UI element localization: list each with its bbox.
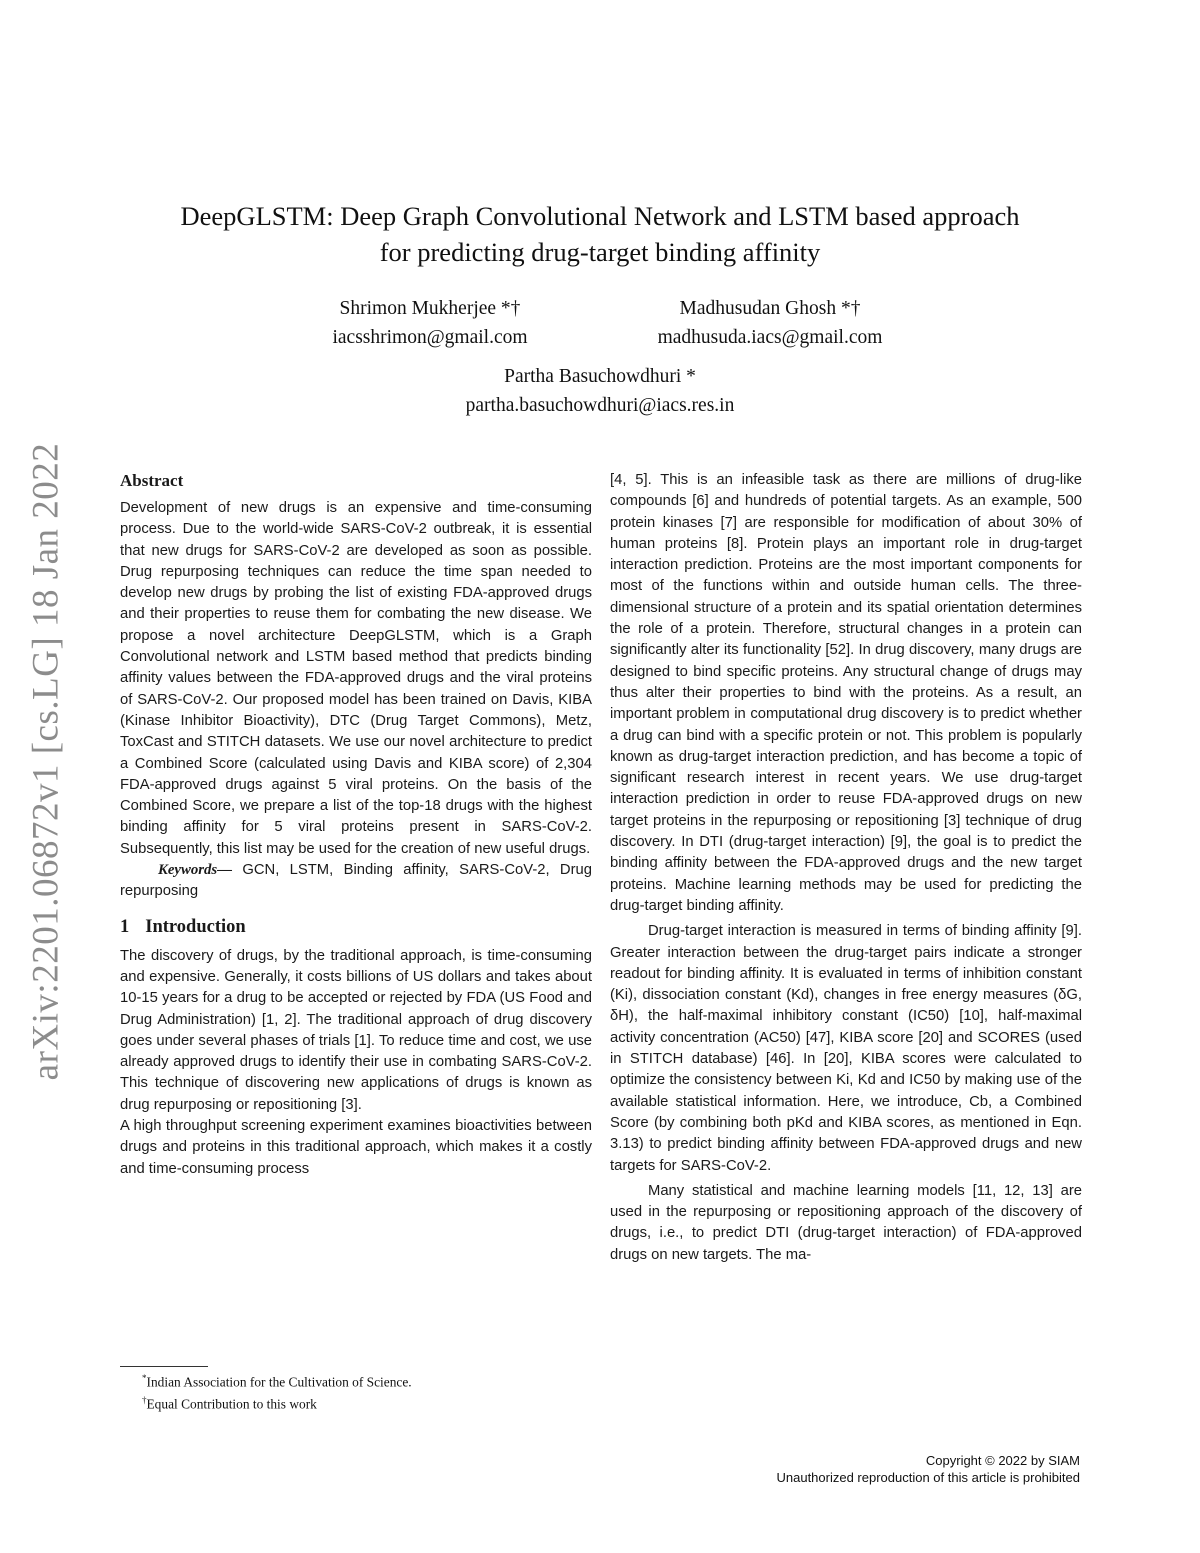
- footnote-2-mark: †: [142, 1395, 147, 1406]
- title-line-2: for predicting drug-target binding affinity: [379, 237, 821, 267]
- footnote-1-mark: *: [142, 1373, 147, 1383]
- author-3-name: Partha Basuchowdhuri *: [504, 366, 696, 387]
- keywords-label: Keywords—: [158, 862, 232, 879]
- section-1-number: 1: [120, 916, 130, 937]
- intro-paragraph-2: A high throughput screening experiment examines bioactivities between drugs and proteins in this traditional approach, which makes it a costly and time-consuming process: [120, 1118, 592, 1177]
- right-paragraph-1: [4, 5]. This is an infeasible task as there are millions of drug-like compounds [6] and hundreds of potential targets. As an example, 500 protein kinases [7] are responsible for modification of about 30% of human proteins [8]. Protein plays an important role in drug-target interaction prediction. Proteins are the most important components for most of the functions within and outside human cells. The three-dimensional structure of a protein and its spatial orientation determines the role of a protein. Therefore, structural changes in a protein can significantly alter its functionality [52]. In drug discovery, many drugs are designed to bind specific proteins. Any structural change of drugs may thus alter their properties to bind with the proteins. As a result, an important problem in computational drug discovery is to predict whether a drug can bind with a specific protein or not. This problem is popularly known as drug-target interaction prediction, and has become a topic of significant research interest in recent years. We use drug-target interaction prediction in order to reuse FDA-approved drugs on new target proteins in the repurposing or repositioning [3] technique of drug discovery. In DTI (drug-target interaction) [9], the goal is to predict the binding affinity between the FDA-approved drugs and the new target proteins. Machine learning methods may be used for predicting the drug-target binding affinity.: [610, 472, 1082, 914]
- intro-paragraph-1: The discovery of drugs, by the traditional approach, is time-consuming and expensive. Generally, it costs billions of US dollars and takes about 10-15 years for a drug to be accepted or rejected by FDA (US Food and Drug Administration) [1, 2]. The traditional approach of drug discovery goes under several phases of trials [1]. To reduce time and cost, we use already approved drugs to identify their use in combating SARS-CoV-2. This technique of discovering new applications of drugs is known as drug repurposing or repositioning [3].: [120, 947, 592, 1113]
- copyright-line-1: Copyright © 2022 by SIAM: [925, 1453, 1080, 1468]
- arxiv-identifier-text: arXiv:2201.06872v1 [cs.LG] 18 Jan 2022: [25, 442, 67, 1080]
- abstract-text: Development of new drugs is an expensive and time-consuming process. Due to the world-wide SARS-CoV-2 outbreak, it is essential that new drugs for SARS-CoV-2 are developed as soon as possible. Drug repurposing techniques can reduce the time span needed to develop new drugs by probing the list of existing FDA-approved drugs and their properties to reuse them for combating the new disease. We propose a novel architecture DeepGLSTM, which is a Graph Convolutional network and LSTM based method that predicts binding affinity values between the FDA-approved drugs and the viral proteins of SARS-CoV-2. Our proposed model has been trained on Davis, KIBA (Kinase Inhibitor Bioactivity), DTC (Drug Target Commons), Metz, ToxCast and STITCH datasets. We use our novel architecture to predict a Combined Score (calculated using Davis and KIBA score) of 2,304 FDA-approved drugs against 5 viral proteins. On the basis of the Combined Score, we prepare a list of the top-18 drugs with the highest binding affinity for 5 viral proteins present in SARS-CoV-2. Subsequently, this list may be used for the creation of new useful drugs.: [120, 500, 592, 857]
- section-1-title: Introduction: [145, 916, 246, 937]
- left-column: [120, 470, 592, 1180]
- footnote-rule: [120, 1366, 208, 1367]
- copyright-notice: [776, 1452, 1080, 1486]
- right-column: [610, 470, 1082, 1266]
- copyright-line-2: Unauthorized reproduction of this article is prohibited: [776, 1470, 1080, 1485]
- footnote-2-text: Equal Contribution to this work: [146, 1396, 317, 1412]
- author-2-email: madhusuda.iacs@gmail.com: [657, 327, 883, 348]
- abstract-heading: Abstract: [120, 471, 184, 490]
- author-3-email: partha.basuchowdhuri@iacs.res.in: [465, 395, 735, 416]
- arxiv-identifier: [12, 422, 80, 1100]
- keywords-text: GCN, LSTM, Binding affinity, SARS-CoV-2, Drug repurposing: [120, 862, 592, 900]
- author-2-name: Madhusudan Ghosh *†: [679, 298, 861, 319]
- footnotes: [120, 1366, 590, 1414]
- author-1-name: Shrimon Mukherjee *†: [339, 298, 521, 319]
- paper-title: [0, 198, 1200, 270]
- footnote-2: [120, 1391, 590, 1413]
- author-3: [350, 362, 850, 420]
- footnote-1: [120, 1369, 590, 1391]
- footnote-1-text: Indian Association for the Cultivation of Science.: [146, 1374, 412, 1390]
- author-2: [560, 294, 980, 352]
- title-line-1: DeepGLSTM: Deep Graph Convolutional Network and LSTM based approach: [180, 201, 1020, 231]
- author-1-email: iacsshrimon@gmail.com: [332, 327, 528, 348]
- right-paragraph-3: Many statistical and machine learning models [11, 12, 13] are used in the repurposing or repositioning approach of the discovery of drugs, i.e., to predict DTI (drug-target interaction) of FDA-approved drugs on new targets. The ma-: [610, 1182, 1082, 1263]
- section-1-heading: [120, 915, 592, 939]
- right-paragraph-2: Drug-target interaction is measured in terms of binding affinity [9]. Greater interaction between the drug-target pairs indicate a stronger readout for binding affinity. It is evaluated in terms of inhibition constant (Ki), dissociation constant (Kd), changes in free energy measures (δG, δH), the half-maximal inhibitory constant (IC50) [10], half-maximal activity concentration (AC50) [47], KIBA score [20] and SCORES (used in STITCH database) [46]. In [20], KIBA scores were calculated to optimize the consistency between Ki, Kd and IC50 by making use of the available statistical information. Here, we introduce, Cb, a Combined Score (by combining both pKd and KIBA scores, as mentioned in Eqn. 3.13) to predict binding affinity between FDA-approved drugs and new targets for SARS-CoV-2.: [610, 923, 1082, 1174]
- keywords: [120, 860, 592, 903]
